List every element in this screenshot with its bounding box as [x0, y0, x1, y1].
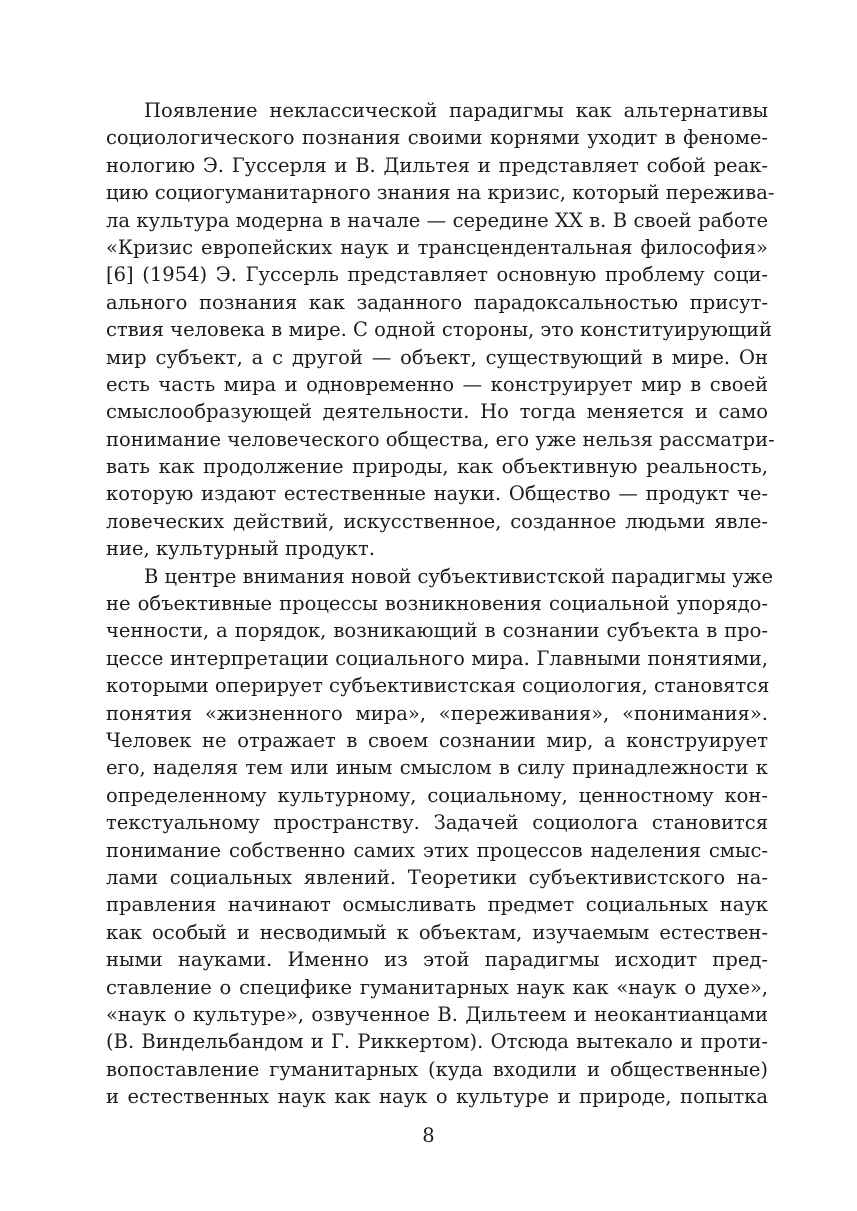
text-line: как особый и несводимый к объектам, изучаемым естествен- [106, 920, 768, 944]
text-line: его, наделяя тем или иным смыслом в силу принадлежности к [106, 756, 768, 780]
text-line: цию социогуманитарного знания на кризис, который пережива- [106, 181, 775, 205]
text-line: ставление о специфике гуманитарных наук как «наук о духе», [106, 975, 768, 999]
text-line: правления начинают осмысливать предмет социальных наук [106, 893, 768, 917]
text-line: ствия человека в мире. С одной стороны, это конституирующий [106, 318, 773, 342]
text-line: «Кризис европейских наук и трансцендентальная философия» [106, 235, 768, 259]
text-line: которую издают естественные науки. Общество — продукт че- [106, 482, 768, 506]
text-line: которыми оперирует субъективистская социология, становятся [106, 674, 770, 698]
text-line: лами социальных явлений. Теоретики субъективистского на- [106, 865, 768, 889]
page-number: 8 [422, 1124, 435, 1147]
text-line: текстуальному пространству. Задачей социолога становится [106, 811, 768, 835]
text-line: (В. Виндельбандом и Г. Риккертом). Отсюда вытекало и проти- [106, 1030, 768, 1054]
text-line: есть часть мира и одновременно — конструирует мир в своей [106, 372, 768, 396]
text-line: понимание собственно самих этих процессов наделения смыс- [106, 838, 768, 862]
text-line: понимание человеческого общества, его уже нельзя рассматри- [106, 427, 775, 451]
text-line: ние, культурный продукт. [106, 537, 375, 561]
text-line: нологию Э. Гуссерля и В. Дильтея и представляет собой реак- [106, 153, 768, 177]
text-line: социологического познания своими корнями уходит в феноме- [106, 126, 768, 150]
text-line: ными науками. Именно из этой парадигмы исходит пред- [106, 948, 768, 972]
text-line: и естественных наук как наук о культуре и природе, попытка [106, 1085, 768, 1109]
text-line: цессе интерпретации социального мира. Главными понятиями, [106, 646, 768, 670]
text-line: [6] (1954) Э. Гуссерль представляет основную проблему соци- [106, 263, 768, 287]
text-line: ченности, а порядок, возникающий в сознании субъекта в про- [106, 619, 768, 643]
page-body [106, 97, 775, 1110]
text-line: смыслообразующей деятельности. Но тогда меняется и само [106, 400, 768, 424]
text-line: ла культура модерна в начале — середине XX в. В своей работе [106, 208, 768, 232]
paragraph-2 [106, 563, 774, 1111]
text-line: понятия «жизненного мира», «переживания», «понимания». [106, 701, 768, 725]
text-line: ловеческих действий, искусственное, созданное людьми явле- [106, 509, 768, 533]
text-line: определенному культурному, социальному, ценностному кон- [106, 783, 768, 807]
text-line: вать как продолжение природы, как объективную реальность, [106, 455, 768, 479]
text-line: Человек не отражает в своем сознании мир, а конструирует [106, 728, 768, 752]
text-line: не объективные процессы возникновения социальной упорядо- [106, 592, 768, 616]
text-line: ального познания как заданного парадоксальностью присут- [106, 290, 768, 314]
text-line: мир субъект, а с другой — объект, существующий в мире. Он [106, 345, 768, 369]
text-line: «наук о культуре», озвученное В. Дильтеем и неокантианцами [106, 1002, 768, 1026]
text-line: В центре внимания новой субъективистской парадигмы уже [144, 564, 774, 588]
paragraph-1 [106, 97, 775, 563]
text-line: Появление неклассической парадигмы как альтернативы [144, 99, 768, 122]
text-line: вопоставление гуманитарных (куда входили и общественные) [106, 1057, 768, 1081]
